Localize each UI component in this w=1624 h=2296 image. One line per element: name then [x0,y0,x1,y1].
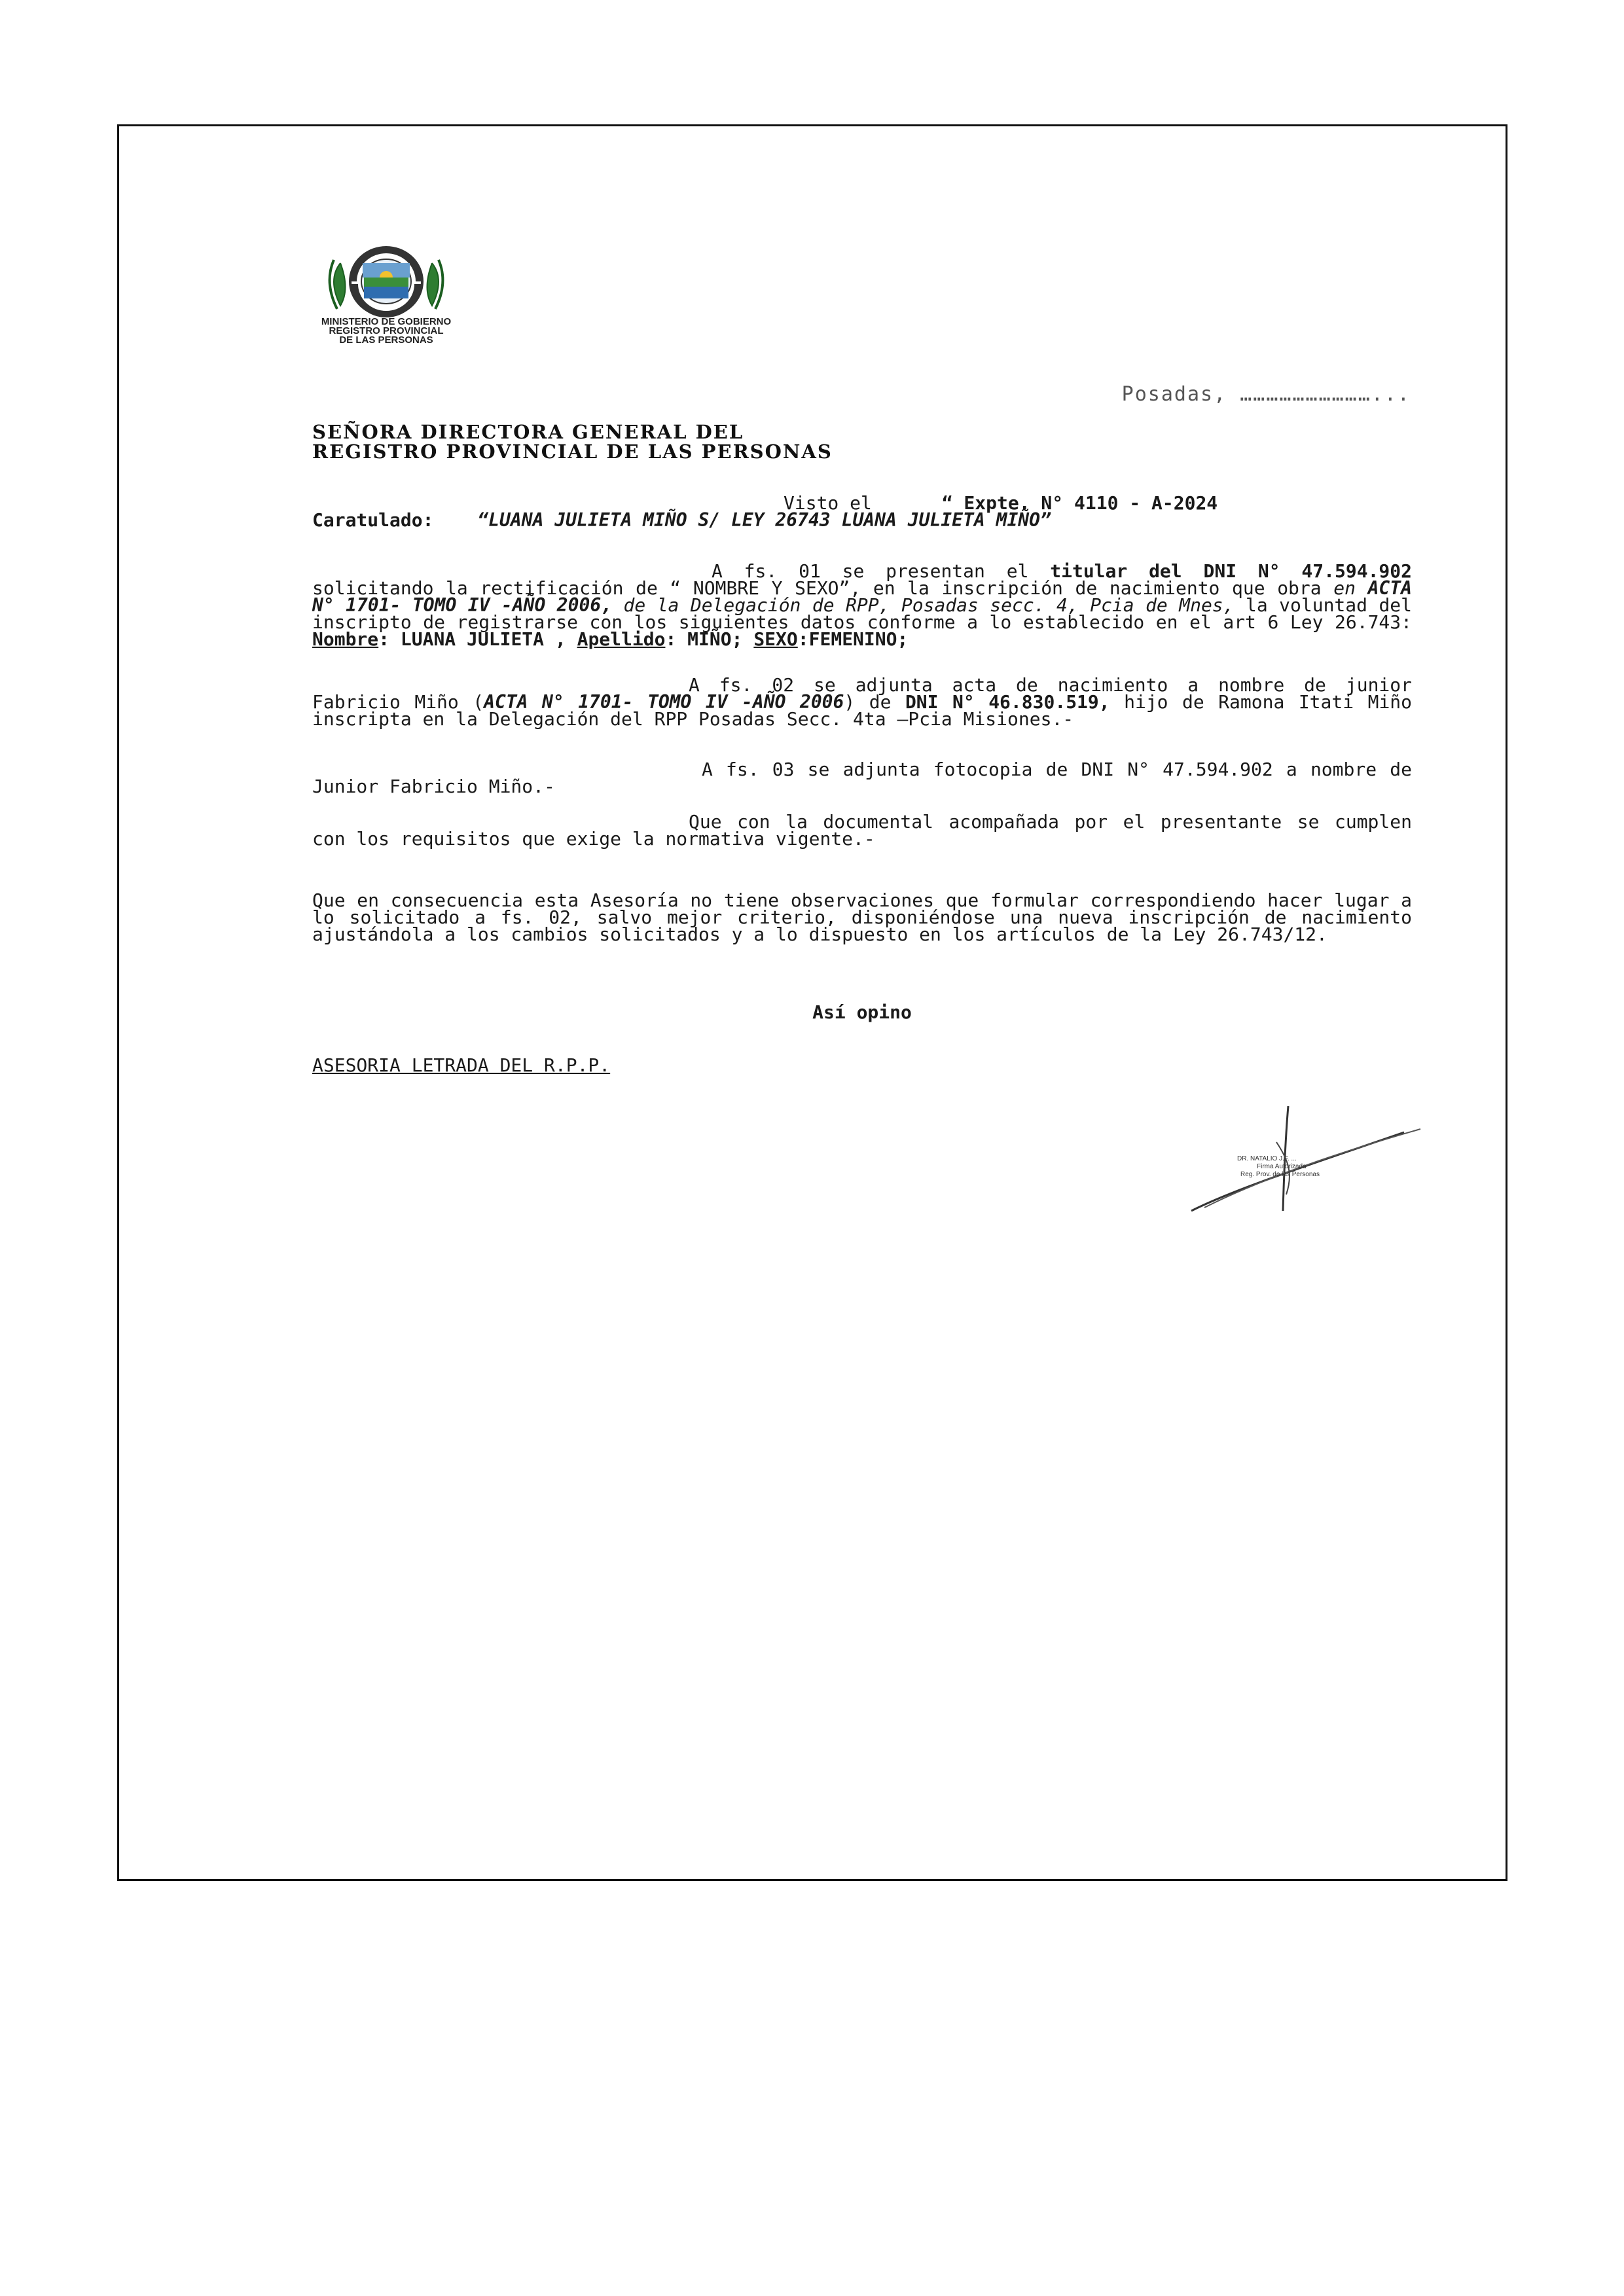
ministry-line-3: DE LAS PERSONAS [339,334,433,346]
date-line: Posadas, …………………………... [1121,383,1411,406]
p2-text-e: hijo de Ramona Itati Miño inscripta en la Delegación del RPP Posadas Secc. 4ta –Pcia Misiones.- [312,691,1413,730]
caratulado-value: “LUANA JULIETA MIÑO S/ LEY 26743 LUANA JULIETA MIÑO” [477,509,1051,531]
p1-sexo-label: SEXO [753,628,798,650]
p2-text-a: A fs. 02 se adjunta acta de nacimiento a nombre de junior Fabricio Miño ( [312,674,1412,713]
signature-stamp-line-2: Firma Autorizada [1257,1163,1307,1170]
office-name: ASESORIA LETRADA DEL R.P.P. [312,1054,611,1076]
addressee [312,422,1412,461]
signature-scribble [1178,1103,1427,1217]
p1-dni: 47.594.902 [1301,560,1412,582]
p1-text-d: solicitando la rectificación de “ NOMBRE Y SEXO”, en la inscripción de nacimiento que obra [312,577,1322,599]
addressee-line-2: REGISTRO PROVINCIAL DE LAS PERSONAS [312,440,833,463]
signature [1178,1103,1427,1217]
signature-stamp-line-3: Reg. Prov. de las Personas [1240,1171,1320,1178]
p1-text-a: A fs. 01 se presentan el [712,560,1029,582]
p2-dni: DNI N° 46.830.519, [905,691,1110,713]
p1-text-h: la voluntad del inscripto de registrarse con los siguientes datos conforme a lo establecido en el art 6 Ley 26.743: [312,594,1413,633]
p2-text-c: ) de [844,691,892,713]
p1-apellido-value: : MIÑO; [665,628,743,650]
p1-sexo-value: :FEMENINO; [797,628,909,650]
misiones-province-seal [314,243,458,319]
p3-text: A fs. 03 se adjunta fotocopia de DNI N° 47.594.902 a nombre de Junior Fabricio Miño.- [312,759,1412,797]
ministry-line-2: REGISTRO PROVINCIAL [329,325,444,336]
p1-nombre-label: Nombre [312,628,379,650]
ministry-logo [298,243,475,351]
paragraph-consecuencia [312,889,1412,945]
signature-stamp-line-1: DR. NATALIO J.F. ... [1237,1155,1297,1162]
addressee-line-1: SEÑORA DIRECTORA GENERAL DEL [312,421,744,443]
expediente-number: “ Expte. N° 4110 - A-2024 [941,492,1218,514]
p5-text: Que en consecuencia esta Asesoría no tiene observaciones que formular correspondiendo hacer lugar a lo solicitado a fs. 02, salvo mejor criterio, disponiéndose una nueva inscripción de nacimiento ajustándola a los cambios solicitados y a lo dispuesto en los artículos de la Ley 26.743/12. [312,889,1412,945]
ministry-name [298,317,475,345]
ministry-line-1: MINISTERIO DE GOBIERNO [321,316,452,327]
p4-text: Que con la documental acompañada por el presentante se cumplen con los requisitos que exige la normativa vigente.- [312,811,1412,850]
paragraph-fs02 [312,674,1413,730]
visto-block [312,492,1412,531]
caratulado-label: Caratulado: [312,509,434,531]
visto-lead: Visto el [784,492,872,514]
p1-nombre-value: : LUANA JULIETA , [378,628,566,650]
p1-text-e: en [1333,577,1356,599]
paragraph-fs03 [312,761,1412,795]
p1-apellido-label: Apellido [577,628,666,650]
p1-acta: ACTA N° 1701- TOMO IV -AÑO 2006, [312,577,1413,616]
paragraph-fs01 [312,560,1413,650]
closing: Así opino [812,1001,912,1023]
paragraph-documental [312,811,1412,850]
p2-acta: ACTA N° 1701- TOMO IV -AÑO 2006 [484,691,844,713]
p1-delegacion: de la Delegación de RPP, Posadas secc. 4, Pcia de Mnes, [623,594,1235,616]
p1-titular: titular del DNI N° [1050,560,1280,582]
